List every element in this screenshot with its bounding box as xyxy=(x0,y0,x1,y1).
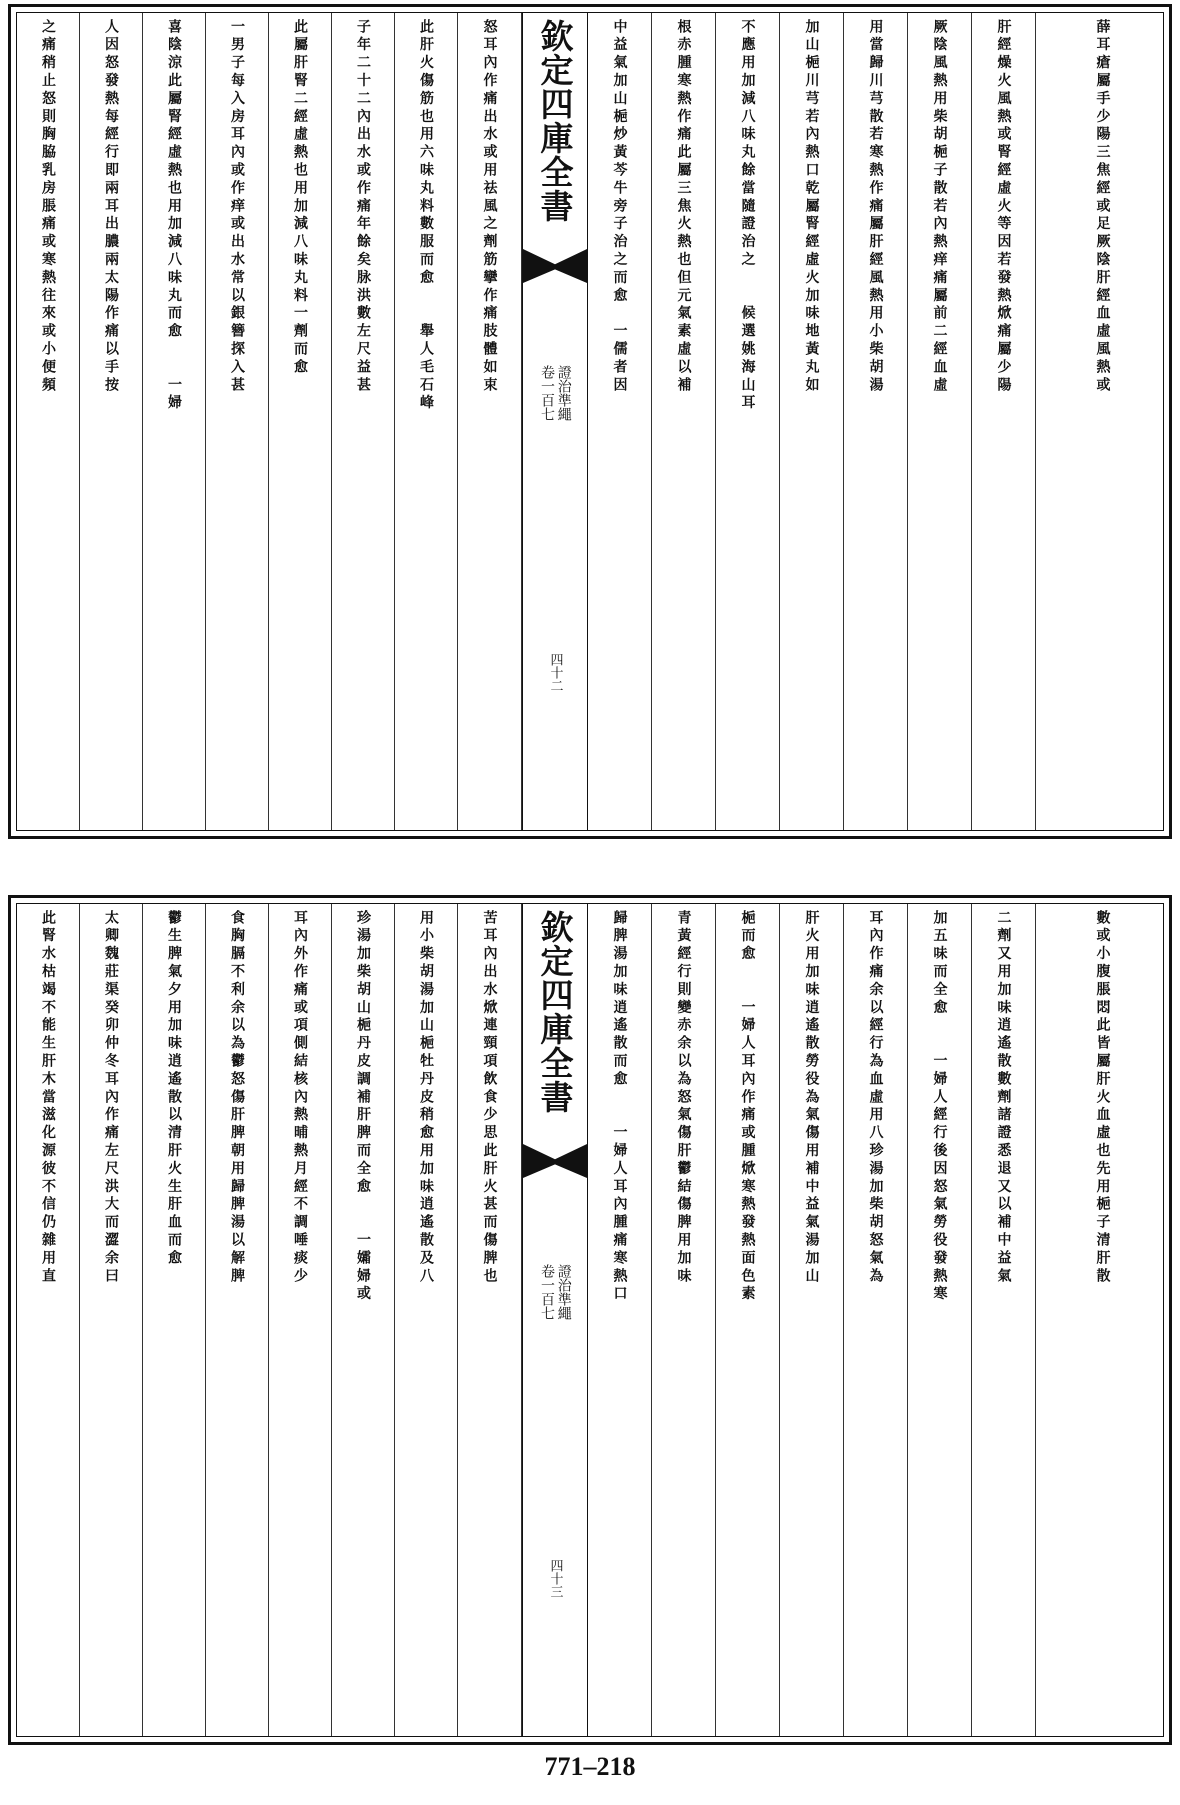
text-column: 怒耳內作痛出水或用祛風之劑筋攣作痛肢體如束 xyxy=(458,13,522,830)
text-column: 中益氣加山梔炒黃芩牛旁子治之而愈 一儒者因 xyxy=(588,13,652,830)
page-number: 四十三 xyxy=(547,1559,563,1598)
text-column: 耳內外作痛或項側結核內熱晡熱月經不調唾痰少 xyxy=(269,904,332,1736)
book-title: 卷一百七 證治準繩 xyxy=(539,365,572,421)
text-column: 苦耳內出水焮連頸項飲食少思此肝火甚而傷脾也 xyxy=(458,904,522,1736)
text-column: 用小柴胡湯加山梔牡丹皮稍愈用加味逍遙散及八 xyxy=(395,904,458,1736)
page-frame xyxy=(16,903,1164,1737)
text-column: 不應用加減八味丸餘當隨證治之 候選姚海山耳 xyxy=(716,13,780,830)
fish-tail-mark xyxy=(523,249,587,283)
page-bottom xyxy=(8,895,1172,1745)
page-footer-number: 771–218 xyxy=(544,1752,636,1781)
text-column: 耳內作痛余以經行為血虛用八珍湯加柴胡怒氣為 xyxy=(844,904,908,1736)
page-top xyxy=(8,4,1172,839)
text-column: 太卿魏莊渠癸卯仲冬耳內作痛左尺洪大而澀余曰 xyxy=(80,904,143,1736)
page-frame xyxy=(16,12,1164,831)
text-column: 加五味而全愈 一婦人經行後因怒氣勞役發熱寒 xyxy=(908,904,972,1736)
text-column: 歸脾湯加味逍遙散而愈 一婦人耳內腫痛寒熱口 xyxy=(588,904,652,1736)
text-column: 食胸膈不利余以為鬱怒傷肝脾朝用歸脾湯以解脾 xyxy=(206,904,269,1736)
text-column: 厥陰風熱用柴胡梔子散若內熱痒痛屬前二經血虛 xyxy=(908,13,972,830)
text-column: 此屬肝腎二經虛熱也用加減八味丸料一劑而愈 xyxy=(269,13,332,830)
text-column: 肝火用加味逍遙散勞役為氣傷用補中益氣湯加山 xyxy=(780,904,844,1736)
center-title: 欽定四庫全書 xyxy=(535,910,575,1114)
text-column: 用當歸川芎散若寒熱作痛屬肝經風熱用小柴胡湯 xyxy=(844,13,908,830)
text-column: 梔而愈 一婦人耳內作痛或腫焮寒熱發熱面色素 xyxy=(716,904,780,1736)
text-column: 一男子每入房耳內或作痒或出水常以銀簪探入甚 xyxy=(206,13,269,830)
fish-tail-mark xyxy=(523,1144,587,1178)
page-number: 四十二 xyxy=(547,653,563,692)
text-column: 人因怒發熱每經行即兩耳出膿兩太陽作痛以手按 xyxy=(80,13,143,830)
text-column: 根赤腫寒熱作痛此屬三焦火熱也但元氣素虛以補 xyxy=(652,13,716,830)
text-column: 子年二十二內出水或作痛年餘矣脉洪數左尺益甚 xyxy=(332,13,395,830)
center-fold xyxy=(522,13,588,830)
text-column: 加山梔川芎若內熱口乾屬腎經虛火加味地黃丸如 xyxy=(780,13,844,830)
text-column: 喜陰涼此屬腎經虛熱也用加減八味丸而愈 一婦 xyxy=(143,13,206,830)
text-column: 青黃經行則變赤余以為怒氣傷肝鬱結傷脾用加味 xyxy=(652,904,716,1736)
text-column: 鬱生脾氣夕用加味逍遙散以清肝火生肝血而愈 xyxy=(143,904,206,1736)
text-column: 肝經燥火風熱或腎經虛火等因若發熱焮痛屬少陽 xyxy=(972,13,1036,830)
center-title: 欽定四庫全書 xyxy=(535,19,575,223)
center-fold xyxy=(522,904,588,1736)
text-column: 此肝火傷筋也用六味丸料數服而愈 舉人毛石峰 xyxy=(395,13,458,830)
book-title: 卷一百七 證治準繩 xyxy=(539,1264,572,1320)
text-column: 二劑又用加味逍遙散數劑諸證悉退又以補中益氣 xyxy=(972,904,1036,1736)
text-column: 此腎水枯竭不能生肝木當滋化源彼不信仍雜用直 xyxy=(17,904,80,1736)
text-column: 數或小腹脹悶此皆屬肝火血虛也先用梔子清肝散 xyxy=(1094,910,1111,1286)
text-column: 薛耳瘡屬手少陽三焦經或足厥陰肝經血虛風熱或 xyxy=(1094,19,1111,395)
text-column: 珍湯加柴胡山梔丹皮調補肝脾而全愈 一孀婦或 xyxy=(332,904,395,1736)
text-column: 之痛稍止怒則胸脇乳房脹痛或寒熱往來或小便頻 xyxy=(17,13,80,830)
